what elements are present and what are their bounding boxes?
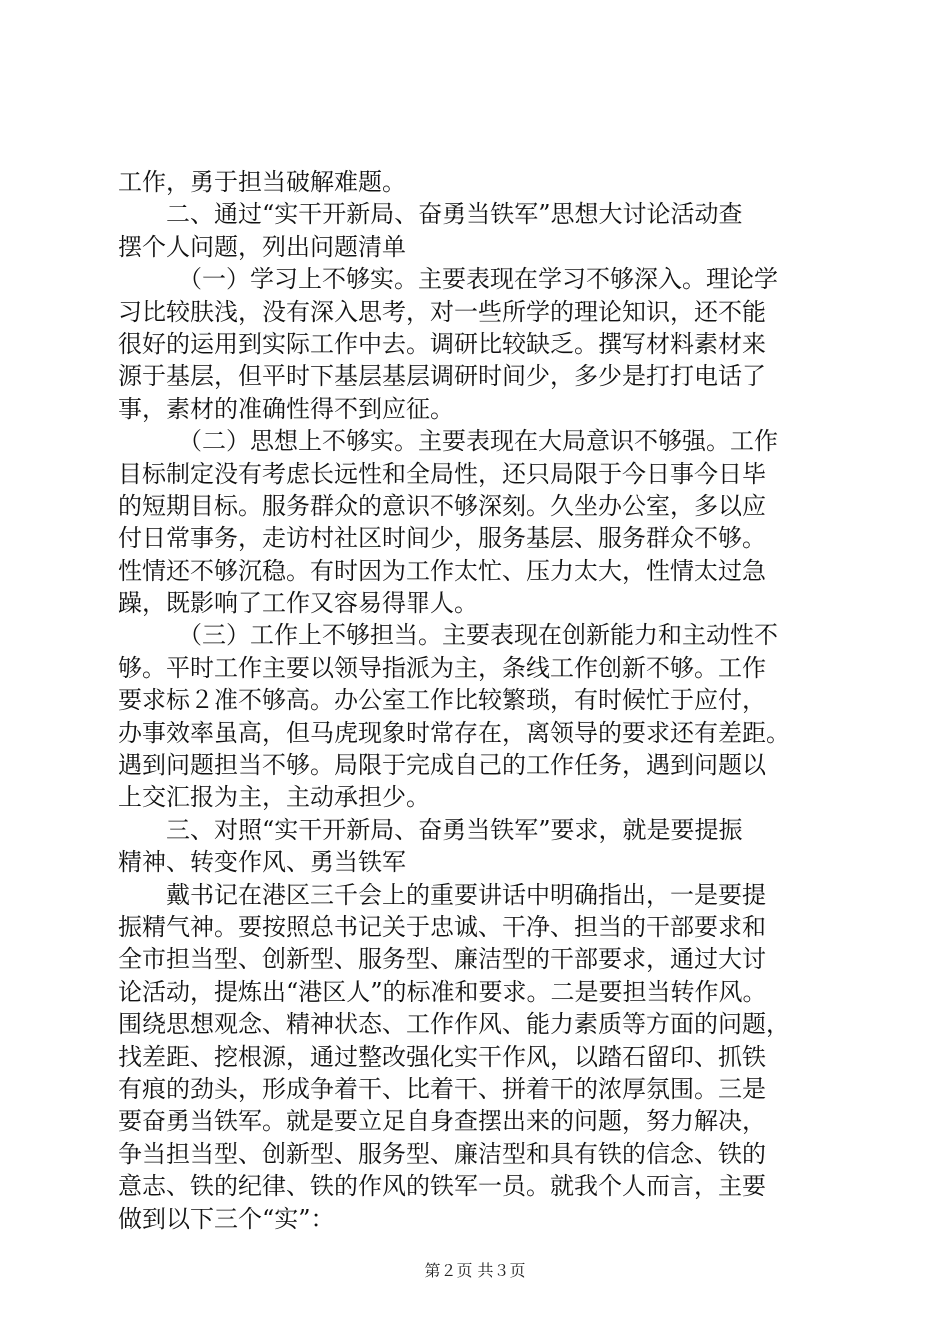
text-line: 源于基层，但平时下基层基层调研时间少，多少是打打电话了 xyxy=(118,362,766,391)
paragraph-p6 xyxy=(118,879,834,1235)
text-line: （三）工作上不够担当。主要表现在创新能力和主动性不 xyxy=(178,621,778,650)
text-line: 找差距、挖根源，通过整改强化实干作风，以踏石留印、抓铁 xyxy=(118,1042,766,1071)
text-line: 很好的运用到实际工作中去。调研比较缺乏。撰写材料素材来 xyxy=(118,329,766,358)
paragraph-p4 xyxy=(118,619,834,813)
text-line: 论活动，提炼出“港区人”的标准和要求。二是要担当转作风。 xyxy=(118,977,767,1006)
text-line: 遇到问题担当不够。局限于完成自己的工作任务，遇到问题以 xyxy=(118,751,766,780)
text-line: 振精气神。要按照总书记关于忠诚、干净、担当的干部要求和 xyxy=(118,912,766,941)
text-line: （一）学习上不够实。主要表现在学习不够深入。理论学 xyxy=(178,265,778,294)
text-line: 躁，既影响了工作又容易得罪人。 xyxy=(118,589,478,618)
paragraph-p0 xyxy=(118,166,834,198)
paragraph-p3 xyxy=(118,425,834,619)
text-line: 目标制定没有考虑长远性和全局性，还只局限于今日事今日毕 xyxy=(118,459,766,488)
document-body xyxy=(118,166,834,1235)
text-line: 办事效率虽高，但马虎现象时常存在，离领导的要求还有差距。 xyxy=(118,718,790,747)
text-line: 的短期目标。服务群众的意识不够深刻。久坐办公室，多以应 xyxy=(118,491,766,520)
text-line: 习比较肤浅，没有深入思考，对一些所学的理论知识，还不能 xyxy=(118,297,766,326)
text-line: 上交汇报为主，主动承担少。 xyxy=(118,783,430,812)
text-line: 有痕的劲头，形成争着干、比着干、拼着干的浓厚氛围。三是 xyxy=(118,1074,766,1103)
paragraph-p2 xyxy=(118,263,834,425)
text-line: 事，素材的准确性得不到应征。 xyxy=(118,394,454,423)
text-line: 工作，勇于担当破解难题。 xyxy=(118,168,406,196)
text-line: 三、对照“实干开新局、奋勇当铁军”要求，就是要提振 xyxy=(166,815,743,844)
paragraph-p1 xyxy=(118,198,834,263)
text-line: 戴书记在港区三千会上的重要讲话中明确指出，一是要提 xyxy=(166,880,766,909)
text-line: 够。平时工作主要以领导指派为主，条线工作创新不够。工作 xyxy=(118,653,766,682)
text-line: 付日常事务，走访村社区时间少，服务基层、服务群众不够。 xyxy=(118,524,766,553)
text-line: 围绕思想观念、精神状态、工作作风、能力素质等方面的问题， xyxy=(118,1010,790,1039)
text-line: 二、通过“实干开新局、奋勇当铁军”思想大讨论活动查 xyxy=(166,200,743,229)
page-footer xyxy=(0,1261,950,1281)
text-line: 摆个人问题，列出问题清单 xyxy=(118,232,406,261)
text-line: 要奋勇当铁军。就是要立足自身查摆出来的问题，努力解决， xyxy=(118,1107,766,1136)
text-line: 争当担当型、创新型、服务型、廉洁型和具有铁的信念、铁的 xyxy=(118,1139,766,1168)
text-line: （二）思想上不够实。主要表现在大局意识不够强。工作 xyxy=(178,427,778,456)
text-line: 做到以下三个“实”： xyxy=(118,1204,335,1233)
text-line: 要求标２准不够高。办公室工作比较繁琐，有时候忙于应付， xyxy=(118,686,766,715)
text-line: 意志、铁的纪律、铁的作风的铁军一员。就我个人而言，主要 xyxy=(118,1172,766,1201)
paragraph-p5 xyxy=(118,814,834,879)
text-line: 精神、转变作风、勇当铁军 xyxy=(118,848,406,877)
text-line: 性情还不够沉稳。有时因为工作太忙、压力太大，性情太过急 xyxy=(118,556,766,585)
text-line: 全市担当型、创新型、服务型、廉洁型的干部要求，通过大讨 xyxy=(118,945,766,974)
page-number: 第２页 共３页 xyxy=(424,1261,526,1280)
